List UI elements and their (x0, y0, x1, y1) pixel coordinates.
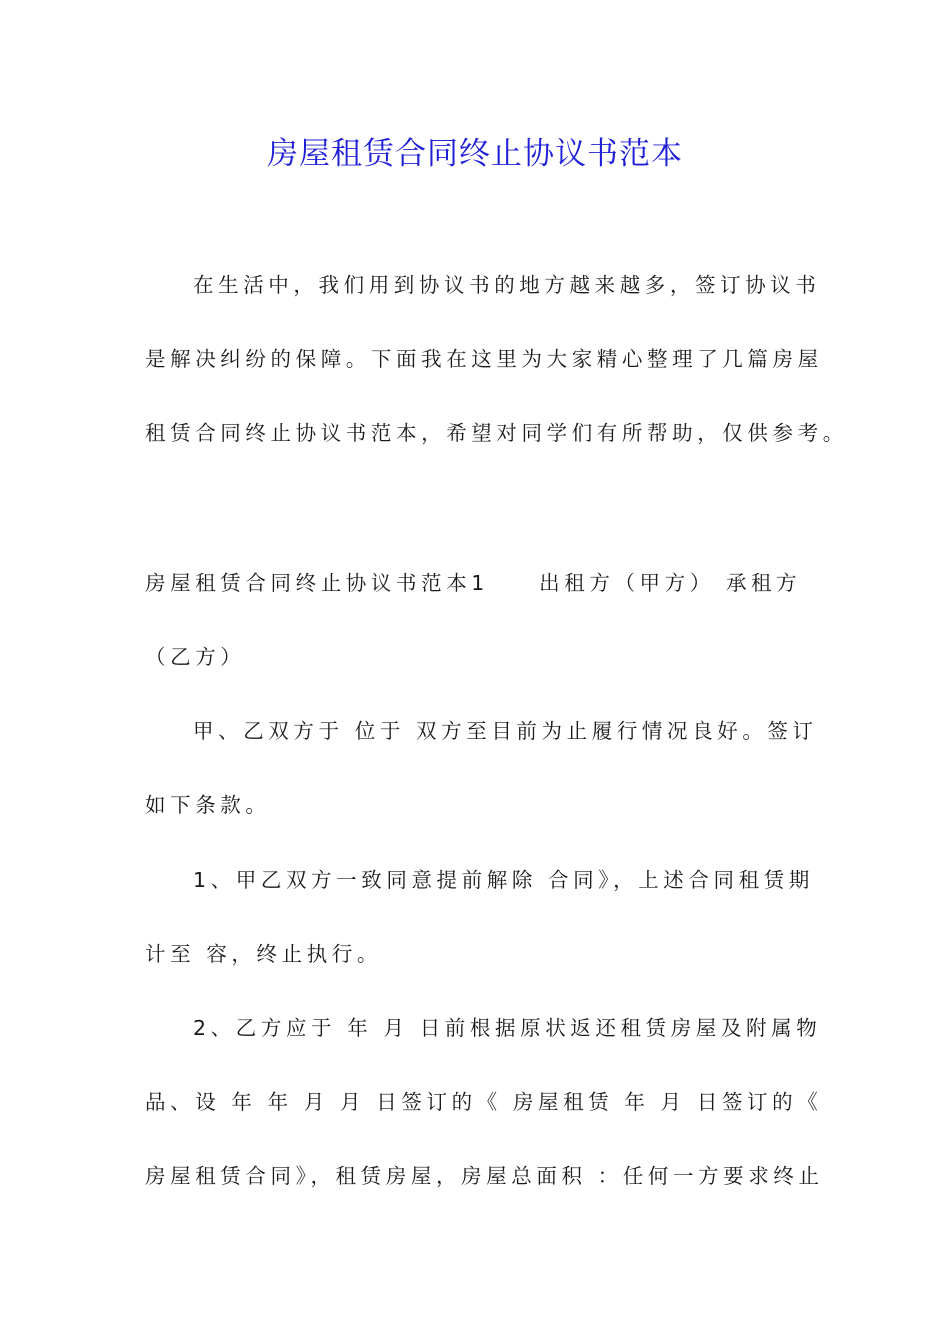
clause-1-line-1: 1、甲乙双方一致同意提前解除 合同》，上述合同租赁期 (193, 868, 814, 892)
clause-2-line-2: 品、设 年 年 月 月 日签订的《 房屋租赁 年 月 日签订的《 (145, 1090, 823, 1114)
clause-1-line-2: 计至 容，终止执行。 (145, 942, 383, 966)
document-title: 房屋租赁合同终止协议书范本 (267, 136, 683, 172)
section-heading-continued: （乙方） (145, 645, 246, 669)
intro-line-3: 租赁合同终止协议书范本，希望对同学们有所帮助，仅供参考。 (145, 421, 848, 445)
paragraph-line: 如下条款。 (145, 793, 271, 817)
intro-line-2: 是解决纠纷的保障。下面我在这里为大家精心整理了几篇房屋 (145, 347, 823, 371)
clause-2-line-3: 房屋租赁合同》，租赁房屋，房屋总面积 ：任何一方要求终止 (145, 1164, 824, 1188)
intro-line-1: 在生活中，我们用到协议书的地方越来越多，签订协议书 (193, 273, 821, 297)
clause-2-line-1: 2、乙方应于 年 月 日前根据原状返还租赁房屋及附属物 (193, 1016, 822, 1040)
section-heading-line: 房屋租赁合同终止协议书范本1 出租方（甲方） 承租方 (145, 571, 802, 595)
paragraph-line: 甲、乙双方于 位于 双方至目前为止履行情况良好。签订 (193, 719, 818, 743)
